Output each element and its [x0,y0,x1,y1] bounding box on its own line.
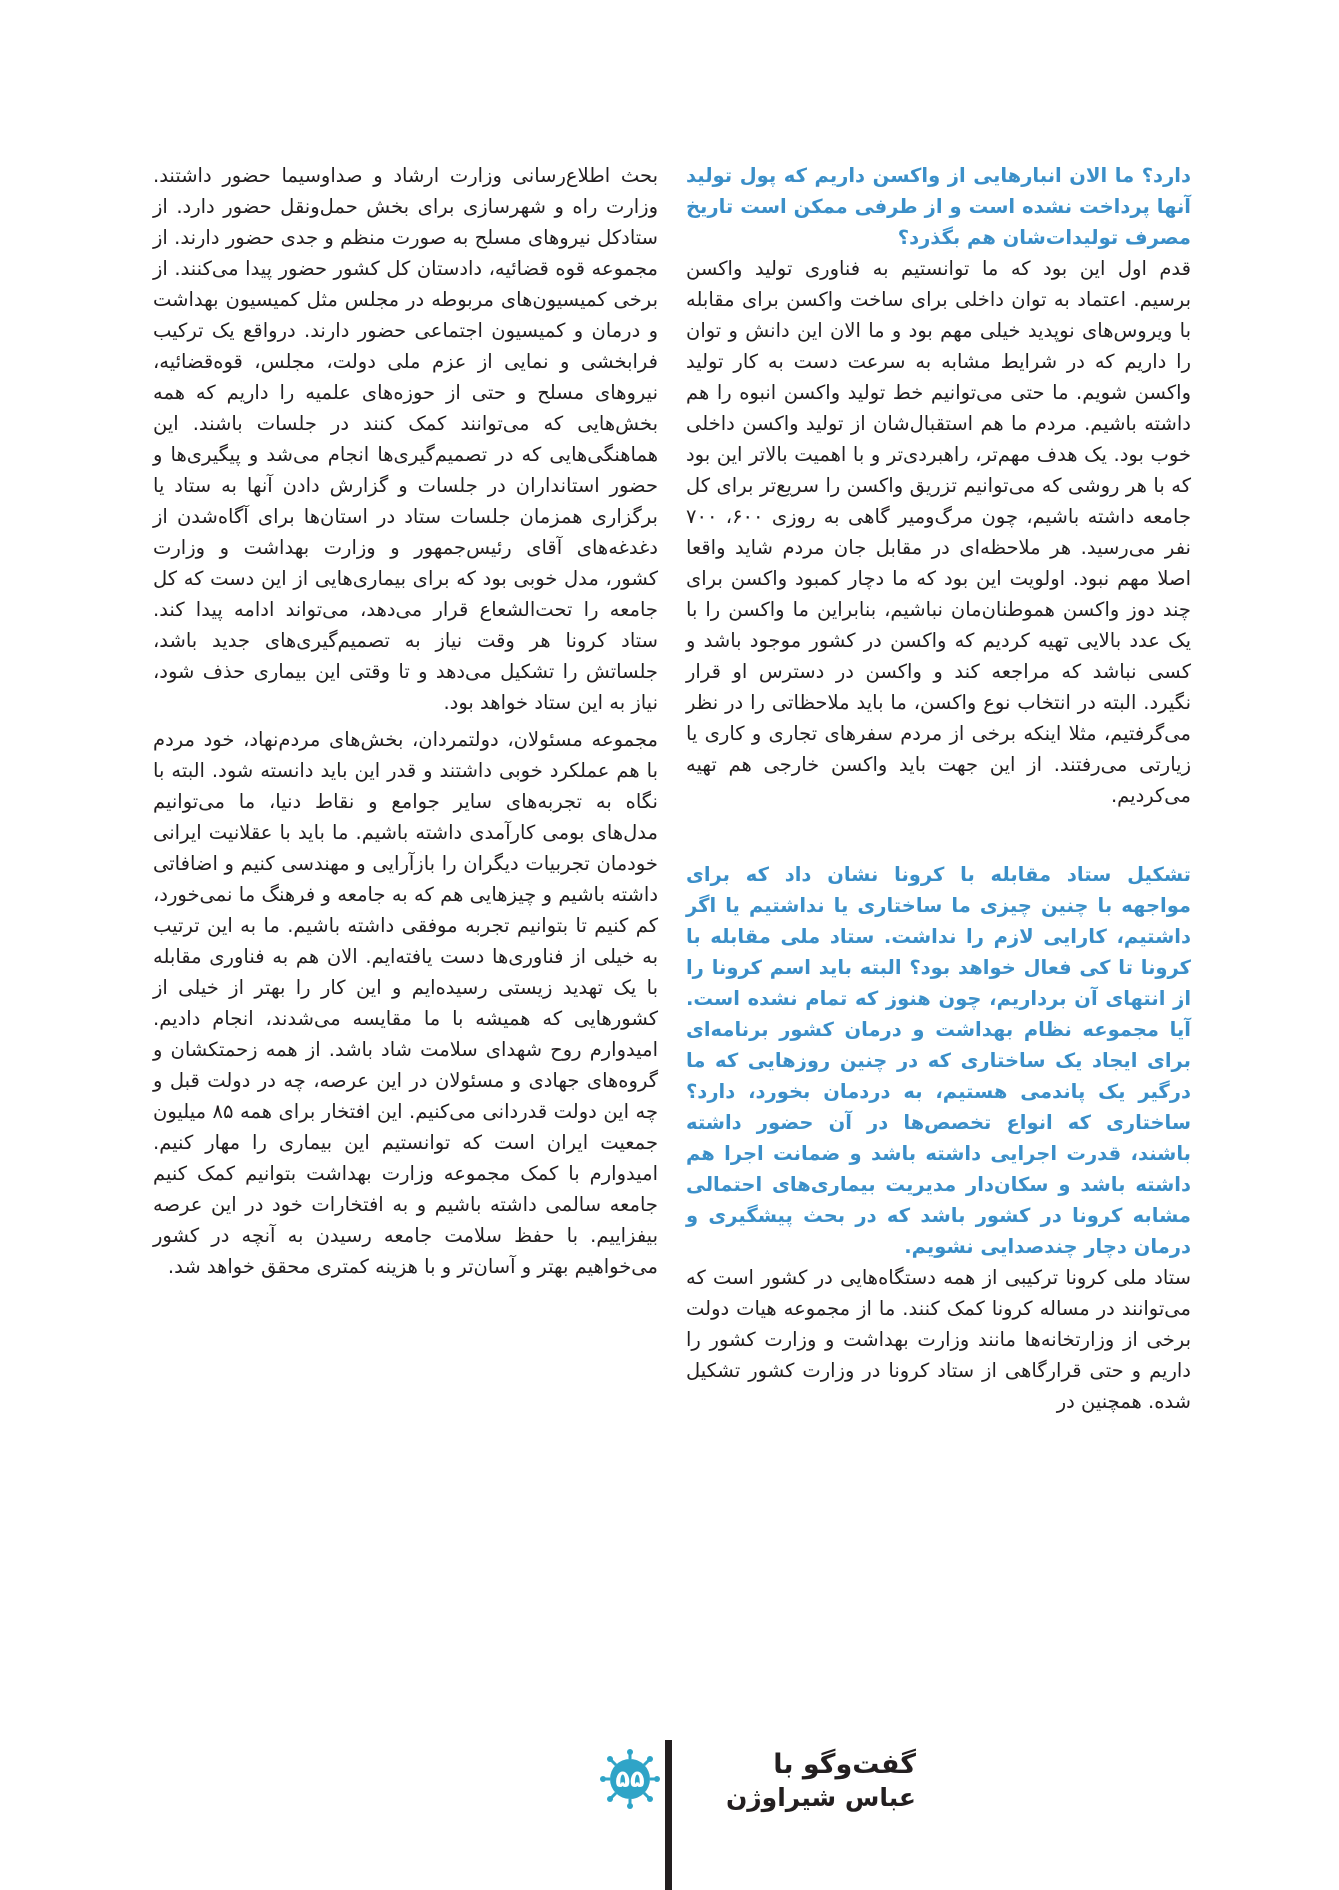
answer-paragraph-2: ستاد ملی کرونا ترکیبی از همه دستگاه‌هایی در کشور است که می‌توانند در مساله کرونا کمک کنند. ما از مجموعه هیات دولت برخی از وزارتخانه‌ها مانند وزارت بهداشت و وزارت کشور را داریم و حتی قرارگاهی از ستاد کرونا در وزارت کشور تشکیل شده. همچنین در [686,1266,1191,1413]
page-number: ۵۵ [615,1765,645,1793]
page-number-badge [598,1748,662,1810]
interview-question-2: تشکیل ستاد مقابله با کرونا نشان داد که برای مواجهه با چنین چیزی ما ساختاری یا نداشتیم یا اگر داشتیم، کارایی لازم را نداشت. ستاد ملی مقابله با کرونا تا کی فعال خواهد بود؟ البته باید اسم کرونا را از انتهای آن برداریم، چون هنوز که تمام نشده است. آیا مجموعه نظام بهداشت و درمان کشور برنامه‌ای برای ایجاد یک ساختاری که در چنین روزهایی که ما درگیر یک پاندمی هستیم، به دردمان بخورد، دارد؟ ساختاری که انواع تخصص‌ها در آن حضور داشته باشند، قدرت اجرایی داشته باشد و ضمانت اجرا هم داشته باشد و سکان‌دار مدیریت بیماری‌های احتمالی مشابه کرونا در کشور باشد که در بحث پیشگیری و درمان دچار چندصدایی نشویم. [686,863,1191,1258]
body-paragraph-2: مجموعه مسئولان، دولتمردان، بخش‌های مردم‌نهاد، خود مردم با هم عملکرد خوبی داشتند و قدر این باید دانسته شود. البته با نگاه به تجربه‌های سایر جوامع و نقاط دنیا، ما می‌توانیم مدل‌های بومی کارآمدی داشته باشیم. ما باید با عقلانیت ایرانی خودمان تجربیات دیگران را بازآرایی و مهندسی کنیم و اضافاتی داشته باشیم و چیزهایی هم که به جامعه و فرهنگ ما نمی‌خورد، کم کنیم تا بتوانیم تجربه موفقی داشته باشیم. ما به این ترتیب به خیلی از فناوری‌ها دست یافته‌ایم. الان هم به فناوری مقابله با یک تهدید زیستی رسیده‌ایم و این کار را بهتر از خیلی از کشورهایی که همیشه با ما مقایسه می‌شدند، انجام دادیم. امیدوارم روح شهدای سلامت شاد باشد. از همه زحمتکشان و گروه‌های جهادی و مسئولان در این عرصه، چه در دولت قبل و چه این دولت قدردانی می‌کنیم. این افتخار برای همه ۸۵ میلیون جمعیت ایران است که توانستیم این بیماری را مهار کنیم. امیدوارم با کمک مجموعه وزارت بهداشت بتوانیم کمک کنیم جامعه سالمی داشته باشیم و به افتخارات خود در این عرصه بیفزاییم. با حفظ سلامت جامعه رسیدن به آنچه در کشور می‌خواهیم بهتر و آسان‌تر و با هزینه کمتری محقق خواهد شد. [153,728,658,1278]
page-footer [0,1740,1339,1890]
footer-title: گفت‌وگو با [773,1749,916,1780]
answer-paragraph-1: قدم اول این بود که ما توانستیم به فناوری تولید واکسن برسیم. اعتماد به توان داخلی برای ساخت واکسن برای مقابله با ویروس‌های نوپدید خیلی مهم بود و ما الان این دانش و توان را داریم که در شرایط مشابه به سرعت دست به کار تولید واکسن شویم. ما حتی می‌توانیم خط تولید واکسن انبوه را هم داشته باشیم. مردم ما هم استقبال‌شان از تولید واکسن داخلی خوب بود. یک هدف مهم‌تر، راهبردی‌تر و با اهمیت بالاتر این بود که با هر روشی که می‌توانیم تزریق واکسن را سریع‌تر برای کل جامعه داشته باشیم، چون مرگ‌ومیر گاهی به روزی ۶۰۰، ۷۰۰ نفر می‌رسید. هر ملاحظه‌ای در مقابل جان مردم شاید واقعا اصلا مهم نبود. اولویت این بود که ما دچار کمبود واکسن برای چند دوز واکسن هموطنان‌مان نباشیم، بنابراین ما واکسن را با یک عدد بالایی تهیه کردیم که واکسن در کشور موجود باشد و کسی نباشد که مراجعه کند و واکسن در دسترس او قرار نگیرد. البته در انتخاب نوع واکسن، ما باید ملاحظاتی را در نظر می‌گرفتیم، مثلا اینکه برخی از مردم سفرهای تجاری و کاری یا زیارتی می‌رفتند. از این جهت باید واکسن خارجی هم تهیه می‌کردیم. [686,257,1191,807]
footer-divider [665,1740,672,1890]
right-column [686,160,1191,1417]
body-paragraph-1: بحث اطلاع‌رسانی وزارت ارشاد و صداوسیما حضور داشتند. وزارت راه و شهرسازی برای بخش حمل‌ونقل حضور دارد. از ستادکل نیروهای مسلح به صورت منظم و جدی حضور دارند. از مجموعه قوه قضائیه، دادستان کل کشور حضور پیدا می‌کنند. از برخی کمیسیون‌های مربوطه در مجلس مثل کمیسیون بهداشت و درمان و کمیسیون اجتماعی حضور دارند. درواقع یک ترکیب فرابخشی و نمایی از عزم ملی دولت، مجلس، قوه‌قضائیه، نیروهای مسلح و حتی از حوزه‌های علمیه را داریم که همه بخش‌هایی که می‌توانند کمک کنند در جلسات باشند. این هماهنگی‌هایی که در تصمیم‌گیری‌ها انجام می‌شد و پیگیری‌ها و حضور استانداران در جلسات و گزارش دادن آنها به ستاد یا برگزاری همزمان جلسات ستاد در استان‌ها برای آگاه‌شدن از دغدغه‌های آقای رئیس‌جمهور و وزارت بهداشت و وزارت کشور، مدل خوبی بود که برای بیماری‌هایی از این دست که کل جامعه را تحت‌الشعاع قرار می‌دهد، می‌تواند ادامه پیدا کند. ستاد کرونا هر وقت نیاز به تصمیم‌گیری‌های جدید باشد، جلساتش را تشکیل می‌دهد و تا وقتی این بیماری حذف شود، نیاز به این ستاد خواهد بود. [153,164,658,714]
interview-question-1: دارد؟ ما الان انبارهایی از واکسن داریم که پول تولید آنها پرداخت نشده است و از طرفی ممکن است تاریخ مصرف تولیدات‌شان هم بگذرد؟ [686,164,1191,249]
footer-section-title [686,1748,916,1814]
footer-interviewee: عباس شیراوژن [725,1783,916,1812]
left-column [153,160,658,1282]
